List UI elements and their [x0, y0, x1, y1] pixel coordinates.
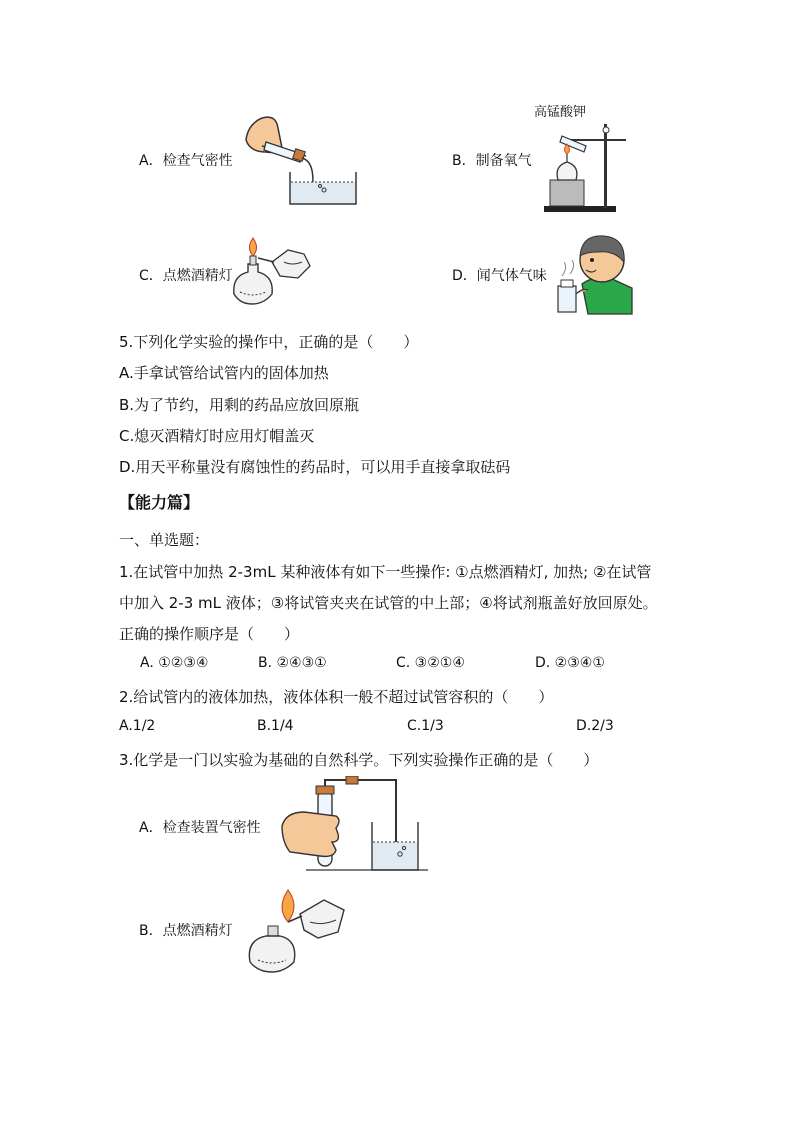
q4-option-a: A．检查气密性 [139, 153, 233, 169]
airtightness-check-illustration [236, 112, 366, 210]
q1-line-1: 1.在试管中加热 2-3mL 某种液体有如下一些操作: ①点燃酒精灯, 加热; ②在试管 [119, 563, 652, 581]
q4-reagent-label: 高锰酸钾 [534, 105, 587, 120]
q5-option-a: A.手拿试管给试管内的固体加热 [119, 364, 329, 382]
q2-stem: 2.给试管内的液体加热，液体体积一般不超过试管容积的（ ） [119, 688, 554, 706]
lamp-lighting-illustration [228, 236, 320, 308]
q1-line-2: 中加入 2-3 mL 液体；③将试管夹夹在试管的中上部；④将试剂瓶盖好放回原处。 [119, 594, 658, 612]
q4-option-b: B．制备氧气 [452, 153, 532, 169]
q2-option-d: D.2/3 [576, 718, 614, 734]
q1-option-b: B. ②④③① [258, 655, 327, 671]
q4-option-c: C．点燃酒精灯 [139, 268, 233, 284]
q5-option-d: D.用天平称量没有腐蚀性的药品时，可以用手直接拿取砝码 [119, 458, 511, 476]
oxygen-preparation-illustration [540, 120, 630, 214]
q5-option-c: C.熄灭酒精灯时应用灯帽盖灭 [119, 427, 315, 445]
subsection-title: 一、单选题： [119, 531, 210, 549]
smelling-gas-illustration [552, 228, 638, 316]
q5-stem: 5.下列化学实验的操作中，正确的是（ ） [119, 333, 419, 351]
q1-option-d: D. ②③④① [535, 655, 605, 671]
q3-option-a: A．检查装置气密性 [139, 820, 261, 836]
q5-option-b: B.为了节约，用剩的药品应放回原瓶 [119, 396, 360, 414]
q1-option-a: A. ①②③④ [140, 655, 209, 671]
q2-option-b: B.1/4 [257, 718, 294, 734]
section-title: 【能力篇】 [119, 493, 200, 512]
q3-option-b: B．点燃酒精灯 [139, 923, 233, 939]
q3-stem: 3.化学是一门以实验为基础的自然科学。下列实验操作正确的是（ ） [119, 751, 599, 769]
q3-lamp-lighting-illustration [240, 882, 352, 974]
q1-option-c: C. ③②①④ [396, 655, 465, 671]
q2-option-c: C.1/3 [407, 718, 444, 734]
device-airtightness-illustration [280, 776, 428, 876]
q4-option-d: D．闻气体气味 [452, 268, 547, 284]
q2-option-a: A.1/2 [119, 718, 156, 734]
q1-line-3: 正确的操作顺序是（ ） [119, 625, 300, 643]
